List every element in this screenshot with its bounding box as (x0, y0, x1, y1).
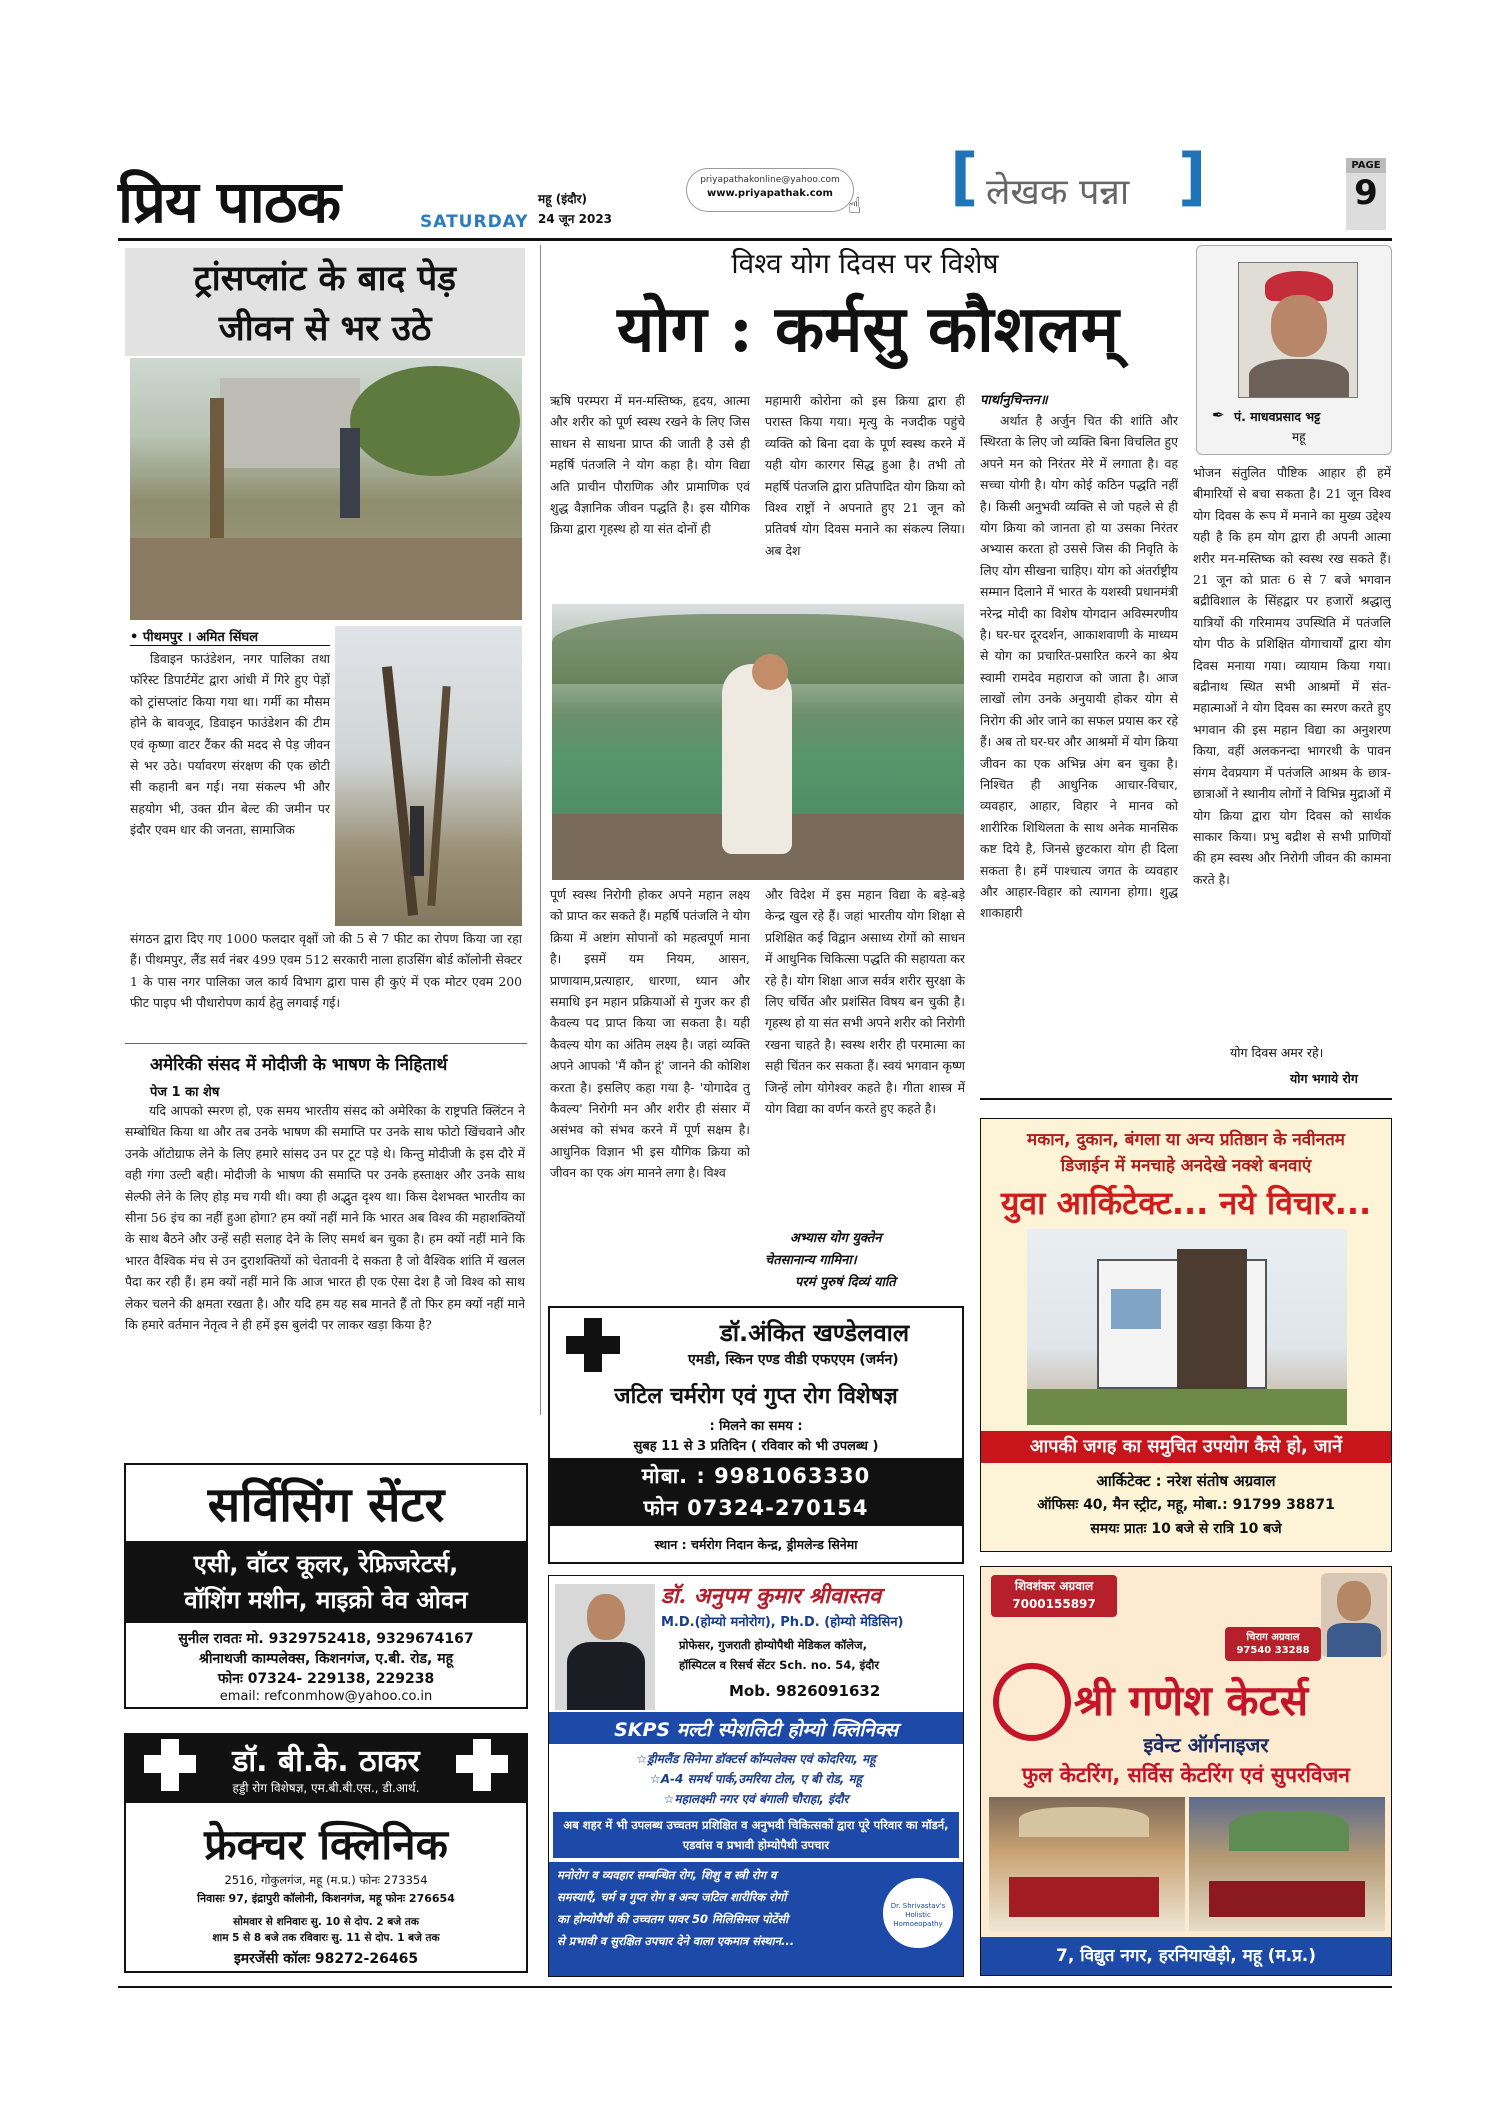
masthead-rule (118, 238, 1392, 241)
anupam-address-3: ☆महालक्ष्मी नगर एवं बंगाली चौराहा, इंदौर (663, 1792, 849, 1806)
shloka-line-1: अभ्यास योग युक्तेन (790, 1231, 882, 1246)
photo-dry-trunk-2 (427, 686, 450, 906)
story1-headline-1: ट्रांसप्लांट के बाद पेड़ (194, 258, 456, 299)
yoga-col4: भोजन संतुलित पौष्टिक आहार ही हमें बीमारियों से बचा सकता है। 21 जून विश्व योग दिवस के रूप में मनाने का मुख्य उद्देश्य यही है कि हम योग द्वारा ही अपनी आत्मा शरीर मन-मस्तिष्क को स्वस्थ रख सकते हैं। 21 जून को प्रातः 6 से 7 बजे भगवान बद्रीविशाल के सिंहद्वार पर हजारों श्रद्धालु यात्रियों की गरिमामय उपस्थिति में पतंजलि योग पीठ के प्रशिक्षित योगाचार्यों द्वारा योग दिवस मनाया गया। व्यायाम किया गया। बद्रीनाथ स्थित सभी आश्रमों में संत-महात्माओं ने योग दिवस का स्मरण करते हुए भगवान की इस महान विद्या का अनुशरण किया, वहीं अलकनन्दा भागरथी के पावन संगम देवप्रयाग में पतंजलि आश्रम के छात्र-छात्राओं ने स्थानीय लोगों ने विभिन्न मुद्राओं में योग क्रिया द्वारा योग दिवस को सार्थक साकार किया। प्रभु बद्रीश से सभी प्राणियों की हम स्वस्थ और निरोगी जीवन की कामना करते है। (1193, 465, 1391, 887)
servicing-phone: फोनः 07324- 229138, 229238 (217, 1671, 435, 1687)
byline-rule (130, 645, 330, 646)
anupam-clinic: SKPS मल्टी स्पेशलिटी होम्यो क्लिनिक्स (614, 1719, 898, 1741)
stall-1-canopy (1019, 1807, 1149, 1837)
story2-jump: पेज 1 का शेष (150, 1085, 220, 1100)
bracket-left-icon: [ (950, 140, 979, 213)
architect-top-1: मकान, दुकान, बंगला या अन्य प्रतिष्ठान के नवीनतम (1027, 1130, 1345, 1150)
pen-icon: ✒ (1212, 406, 1225, 424)
architect-time: समयः प्रातः 10 बजे से रात्रि 10 बजे (1090, 1521, 1282, 1537)
anupam-degree: M.D.(होम्यो मनोरोग), Ph.D. (होम्यो मेडिसिन) (661, 1615, 904, 1630)
page-badge (1346, 158, 1386, 230)
anupam-seal: Dr. Shrivastav's Holistic Homoeopathy (881, 1876, 955, 1950)
ganesh-person1: शिवशंकर अग्रवाल (1014, 1579, 1094, 1593)
ganesh-photo-stall-1 (989, 1797, 1185, 1931)
ankit-name: डॉ.अंकित खण्डेलवाल (720, 1319, 910, 1347)
bracket-right-icon: ] (1178, 140, 1207, 213)
story1-byline (130, 627, 258, 645)
photo-worker (410, 806, 424, 876)
architect-band: आपकी जगह का समुचित उपयोग कैसे हो, जानें (981, 1431, 1391, 1463)
anupam-treatment-3: का होम्योपैथी की उच्चतम पावर 50 मिलिसिमल पोटेंसी (557, 1912, 789, 1926)
servicing-address: श्रीनाथजी काम्पलेक्स, किशनगंज, ए.बी. रोड, महू (198, 1651, 454, 1667)
yoga-col4-end: योग दिवस अमर रहे। (1230, 1045, 1324, 1060)
architect-top-2: डिजाईन में मनचाहे अनदेखे नक्शे बनवाएं (1060, 1156, 1312, 1176)
thakar-name: डॉ. बी.के. ठाकर (232, 1744, 420, 1779)
masthead-logo: प्रिय पाठक (118, 168, 341, 236)
story1-body-wide: संगठन द्वारा दिए गए 1000 फलदार वृक्षों जो की 5 से 7 फीट का रोपण किया जा रहा हैं। पीथमपुर, लैंड सर्व नंबर 499 एवम 512 सरकारी नाला हाउसिंग बोर्ड कॉलोनी सेक्टर 1 के पास नगर पालिका जल कार्य विभाग द्वारा पास ही कुएं में एक मोटर एवम 200 फीट पाइप भी पौधारोपण कार्य हेतु लगवाई गई। (130, 931, 522, 1011)
house-block-dark (1177, 1249, 1247, 1389)
ad-dr-anupam (548, 1575, 964, 1977)
author-photo (1238, 262, 1358, 398)
anupam-treatment-2: समस्याएँ, चर्म व गुप्त रोग व अन्य जटिल शारीरिक रोगों (557, 1890, 787, 1904)
servicing-line-2: वॉशिंग मशीन, माइक्रो वेव ओवन (184, 1586, 468, 1614)
page-bottom-rule (118, 1986, 1392, 1988)
ganesh-photo-face (1337, 1581, 1371, 1621)
anupam-mob: Mob. 9826091632 (729, 1682, 881, 1700)
ganesh-event: इवेन्ट ऑर्गनाइजर (1143, 1733, 1269, 1757)
servicing-line-1: एसी, वॉटर कूलर, रेफ्रिजरेटर्स, (193, 1550, 459, 1578)
masthead-day: SATURDAY (420, 212, 529, 232)
ad-ganesh-caterers (980, 1566, 1392, 1976)
stall-2-canopy (1229, 1811, 1349, 1851)
thakar-time-1: सोमवार से शनिवारः सु. 10 से दोप. 2 बजे तक (233, 1916, 419, 1928)
ad-dr-ankit (548, 1306, 964, 1564)
ganesh-photo-stall-2 (1189, 1797, 1385, 1931)
author-city: महू (1292, 430, 1306, 444)
cross-icon-ankit-v (584, 1318, 602, 1372)
story2-rule (125, 1043, 527, 1044)
ankit-degree: एमडी, स्किन एण्ड वीडी एफएएम (जर्मन) (688, 1352, 899, 1368)
photo-yoga-head (752, 654, 788, 690)
photo-yoga-person (722, 664, 792, 854)
yoga-kicker: विश्व योग दिवस पर विशेष (731, 247, 999, 280)
photo-dry-trees (335, 626, 522, 926)
thakar-emergency: इमरजेंसी कॉलः 98272-26465 (233, 1951, 419, 1967)
thakar-time-2: शाम 5 से 8 बजे तक रविवारः सु. 11 से दोप. 1 बजे तक (212, 1932, 440, 1944)
story1-headline-2: जीवन से भर उठे (218, 308, 432, 349)
ad-servicing-center (124, 1463, 528, 1709)
masthead-date: 24 जून 2023 (538, 212, 613, 226)
author-face (1271, 295, 1327, 357)
photo-dry-trunk-1 (382, 666, 418, 916)
photo-yoga-event (552, 604, 964, 880)
story2-headline: अमेरिकी संसद में मोदीजी के भाषण के निहितार्थ (150, 1055, 448, 1075)
anupam-photo (555, 1584, 655, 1710)
house-window (1111, 1289, 1161, 1329)
thakar-spec: हड्डी रोग विशेषज्ञ, एम.बी.बी.एस., डी.आर्थ. (232, 1781, 420, 1795)
ganesh-phone2: 97540 33288 (1236, 1645, 1310, 1656)
yoga-bottom-rule (980, 1098, 1392, 1100)
story1-body-narrow: डिवाइन फाउंडेशन, नगर पालिका तथा फॉरेस्ट डिपार्टमेंट द्वारा आंधी में गिरे हुए पेड़ों को ट्रांसप्लांट किया गया था। गर्मी का मौसम होने के बावजूद, डिवाइन फाउंडेशन की टीम एवं कृष्णा वाटर टैंकर की मदद से पेड़ जीवन से भर उठे। पर्यावरण संरक्षण की एक छोटी सी कहानी बन गई। नया संकल्प भी और सहयोग भी, उक्त ग्रीन बेल्ट की जमीन पर इंदौर एवम धार की जनता, सामाजिक (130, 651, 330, 838)
stall-1-table (1009, 1877, 1159, 1917)
anupam-face (587, 1594, 625, 1640)
ganesh-person2: चिराग अग्रवाल (1246, 1632, 1300, 1643)
yoga-col2-top: महामारी कोरोना को इस क्रिया द्वारा ही परास्त किया गया। मृत्यु के नजदीक पहुंचे व्यक्ति को बिना दवा के पूर्ण स्वस्थ करने में यही योग कारगर सिद्ध हुआ है। तभी तो महर्षि पंतजलि द्वारा प्रतिपादित योग क्रिया को विश्व राष्ट्रों ने अपनाते हुए 21 जून को प्रतिवर्ष योग दिवस मनाने का संकल्प लिया। अब देश (765, 393, 965, 558)
cursor-hand-icon: ☝ (848, 194, 862, 219)
photo-person (340, 428, 360, 518)
story2-body: यदि आपको स्मरण हो, एक समय भारतीय संसद को अमेरिका के राष्ट्रपति क्लिंटन ने सम्बोधित किया था और तब उनके भाषण की समाप्ति पर उनके साथ फोटो खिंचवाने और उनके ऑटोग्राफ लेने के लिए हमारे सांसद उन पर टूट पड़े थे। किन्तु मोदीजी के इस दौरे में वही गंगा उल्टी बही। मोदीजी के भाषण की समाप्ति पर उनके हस्ताक्षर और उनके साथ सेल्फी लेने के लिए होड़ मच गयी थी। क्या ही अद्भुत दृश्य था। किस देशभक्त भारतीय का सीना 56 इंच का नहीं हुआ होगा? हम क्यों नहीं माने कि भारत अब विश्व की महाशक्तियों के साथ बैठने और उन्हें सही सलाह देने के लिए समर्थ बन चुका है। हम क्यों नहीं माने कि भारत वैश्विक मंच से उन दुराशक्तियों को चेतावनी दे सकता है जो वैश्विक शांति में खलल पैदा कर रही हैं। हम क्यों नहीं माने कि आज भारत ही एक ऐसा देश है जो विश्व को साथ लेकर चलने की क्षमता रखता है। और यदि हम यह सब मानते हैं तो फिर हम क्यों नहीं माने कि हमारे वर्तमान नेतृत्व ने ही हमें इस बुलंदी पर लाकर खड़ा किया है? (125, 1103, 525, 1333)
ankit-time-head: : मिलने का समय : (709, 1419, 803, 1434)
anupam-band-text: अब शहर में भी उपलब्ध उच्चतम प्रशिक्षित व अनुभवी चिकित्सकों द्वारा पूरे परिवार का मॉडर्न, एडवांस व प्रभावी होम्योपैथी उपचार (553, 1812, 959, 1858)
anupam-prof: प्रोफेसर, गुजराती होम्योपैथी मेडिकल कॉलेज, (679, 1638, 867, 1652)
page-number: 9 (1354, 173, 1378, 213)
yoga-col2-bottom: और विदेश में इस महान विद्या के बड़े-बड़े केन्द्र खुल रहे हैं। जहां भारतीय योग शिक्षा से प्रशिक्षित कई विद्वान असाध्य रोगों को साधन में आधुनिक चिकित्सा पद्धति की सहायता कर रहे है। योग शिक्षा आज सर्वत्र शरीर सुरक्षा के लिए चर्चित और प्रशंसित विषय बन चुकी है। गृहस्थ हो या संत सभी अपने शरीर को निरोगी रखना चाहते है। स्वस्थ शरीर ही परमात्मा का सही चिंतन कर सकता हैं। स्वयं भगवान कृष्ण जिन्हें लोग योगेश्वर कहते है। गीता शास्त्र में योग विद्या का वर्णन करते हुए कहते है। (765, 887, 965, 1117)
anupam-address-1: ☆ड्रीमलैंड सिनेमा डॉक्टर्स कॉम्पलेक्स एवं कोदरिया, महू (636, 1752, 876, 1766)
ankit-time: सुबह 11 से 3 प्रतिदिन ( रविवार को भी उपलब्ध ) (633, 1439, 879, 1454)
photo-tree-canopy (350, 366, 520, 476)
ad-fracture-clinic (124, 1733, 528, 1973)
ganesh-photo-shirt (1327, 1623, 1381, 1657)
section-title: लेखक पन्ना (986, 172, 1130, 213)
photo-ground (130, 538, 522, 620)
anupam-suit (567, 1642, 645, 1710)
ganesh-address: 7, विद्युत नगर, हरनियाखेड़ी, महू (म.प्र.) (981, 1937, 1391, 1975)
thakar-addr-1: 2516, गोकुलगंज, महू (म.प्र.) फोनः 273354 (224, 1873, 428, 1887)
ankit-place: स्थान : चर्मरोग निदान केन्द्र, ड्रीमलेन्ड सिनेमा (654, 1537, 858, 1552)
yoga-col3: अर्थात है अर्जुन चित की शांति और स्थिरता के लिए जो व्यक्ति बिना विचलित हुए अपने मन को निरंतर मेरे में लगाता है। वह सच्चा योगी है। योग कोई कठिन पद्धति नहीं है। किसी अनुभवी व्यक्ति से जो पहले से ही योग क्रिया को जानता हो या उसका निरंतर अभ्यास करता हो उससे जिस की निवृति के लिए योग सीखना चाहिए। योग को अंतर्राष्ट्रीय सम्मान दिलाने में भारत के यशस्वी प्रधानमंत्री नरेन्द्र मोदी का विशेष योगदान अविस्मरणीय है। घर-घर दूरदर्शन, आकाशवाणी के माध्यम से योग का प्रचारित-प्रसारित करने का श्रेय स्वामी रामदेव महाराज को जाता है। आज लाखों लोग उनके अनुयायी होकर योग से निरोग की ओर जाने का सफल प्रयास कर रहे हैं। अब तो घर-घर और आश्रमों में योग क्रिया जीवन का एक अभिन्न अंग बन चुका है। निश्चित ही आधुनिक आचार-विचार, व्यवहार, आहार, विहार ने मानव को शारीरिक शिथिलता के साथ अनेक मानसिक कष्ट दिये है, जिनसे छुटकारा योग ही दिला सकता है। हमें पाश्चात्य जगत के व्यवहार और आहार-विहार को त्यागना होगा। शुद्ध शाकाहारी (980, 413, 1178, 921)
anupam-name: डॉ. अनुपम कुमार श्रीवास्तव (661, 1583, 882, 1609)
ganesh-person2-photo (1321, 1573, 1387, 1657)
yoga-col1-bottom: पूर्ण स्वस्थ निरोगी होकर अपने महान लक्ष्य को प्राप्त कर सकते हैं। महर्षि पतंजलि ने योग क्रिया में अष्टांग सोपानों को महत्वपूर्ण माना है। इसमें यम नियम, आसन, प्राणायाम,प्रत्याहार, धारणा, ध्यान और समाधि इन महान प्रक्रियाओं से गुजर कर ही कैवल्य पद प्राप्त किया जा सकता है। यही कैवल्य योग का अंतिम लक्ष्य है। जहां व्यक्ति अपने आपको 'मैं कौन हूं' जानने की कोशिश करता है। इसलिए कहा गया है- 'योगादेव तु कैवल्य' निरोगी मन और शरीर ही संसार में असंभव को संभव करने में पूर्ण सक्षम है। आधुनिक विज्ञान भी इस यौगिक क्रिया को जीवन का एक अंग मानने लगा है। विश्व (550, 887, 750, 1181)
architect-name: आर्किटेक्ट : नरेश संतोष अग्रवाल (1096, 1472, 1276, 1490)
servicing-title: सर्विसिंग सेंटर (207, 1477, 445, 1533)
website-text: www.priyapathak.com (707, 188, 833, 199)
yoga-col3-head: पार्थानुचिन्तन॥ (980, 393, 1048, 408)
author-shoulders (1249, 359, 1349, 398)
ad-architect (980, 1118, 1392, 1552)
ankit-phone: फोन 07324-270154 (643, 1496, 869, 1520)
col-separator-1 (540, 245, 541, 1415)
yoga-headline: योग : कर्मसु कौशलम् (617, 292, 1119, 367)
servicing-email: email: refconmhow@yahoo.co.in (219, 1689, 433, 1704)
anupam-hosp: हॉस्पिटल व रिसर्च सेंटर Sch. no. 54, इंदौर (679, 1658, 880, 1672)
yoga-continued: योग भगाये रोग (1290, 1071, 1358, 1086)
byline-place: • पीथमपुर । (130, 630, 192, 645)
byline-author: अमित सिंघल (196, 630, 259, 645)
email-text: priyapathakonline@yahoo.com (700, 175, 840, 185)
shloka-line-2: चेतसानान्य गामिना। (765, 1253, 857, 1268)
ganesh-services: फुल केटरिंग, सर्विस केटरिंग एवं सुपरविजन (1022, 1763, 1350, 1787)
yoga-col1-top: ऋषि परम्परा में मन-मस्तिष्क, हृदय, आत्मा और शरीर को पूर्ण स्वस्थ रखने के लिए जिस साधन से साधना प्राप्त की जाती है उसे ही महर्षि पंतजलि ने योग कहा है। योग विद्या अति प्राचीन पौराणिक और प्रामाणिक एवं शुद्ध वैज्ञानिक जीवन पद्धति है। इस यौगिक क्रिया द्वारा गृहस्थ हो या संत दोनों ही (550, 393, 750, 537)
page-label: PAGE (1346, 158, 1386, 173)
photo-building (220, 378, 360, 468)
ganesh-phone1: 7000155897 (1012, 1597, 1096, 1611)
author-name: पं. माधवप्रसाद भट्ट (1234, 409, 1321, 424)
architect-office: ऑफिसः 40, मैन स्ट्रीट, महू, मोबा.: 91799 38871 (1037, 1497, 1335, 1513)
anupam-address-2: ☆A-4 समर्थ पार्क,उमरिया टोल, ए बी रोड, महू (649, 1772, 863, 1786)
house-garden (1027, 1389, 1347, 1425)
shloka-line-3: परमं पुरुषं दिव्यं याति (795, 1275, 896, 1290)
masthead-city: महू (इंदौर) (538, 192, 587, 206)
stall-2-table (1209, 1881, 1365, 1917)
architect-headline: युवा आर्किटेक्ट... नये विचार... (1000, 1184, 1372, 1222)
anupam-treatment-4: से प्रभावी व सुरक्षित उपचार देने वाला एकमात्र संस्थान... (557, 1934, 795, 1948)
website-badge (686, 168, 854, 212)
anupam-treatment-1: मनोरोग व व्यवहार सम्बन्धित रोग, शिशु व स्त्री रोग व (557, 1868, 777, 1882)
ankit-spec: जटिल चर्मरोग एवं गुप्त रोग विशेषज्ञ (614, 1384, 898, 1409)
ganesh-name: श्री गणेश केटर्स (1073, 1676, 1309, 1725)
photo-tree-watering (130, 358, 522, 620)
architect-house-render (1027, 1229, 1347, 1425)
thakar-addr-2: निवासः 97, इंद्रापुरी कॉलोनी, किशनगंज, महू फोनः 276654 (197, 1892, 455, 1905)
servicing-contact: सुनील रावतः मो. 9329752418, 9329674167 (178, 1631, 474, 1647)
thakar-clinic: फ्रेक्चर क्लिनिक (204, 1820, 448, 1869)
ankit-mobile: मोबा. : 9981063330 (641, 1464, 871, 1488)
